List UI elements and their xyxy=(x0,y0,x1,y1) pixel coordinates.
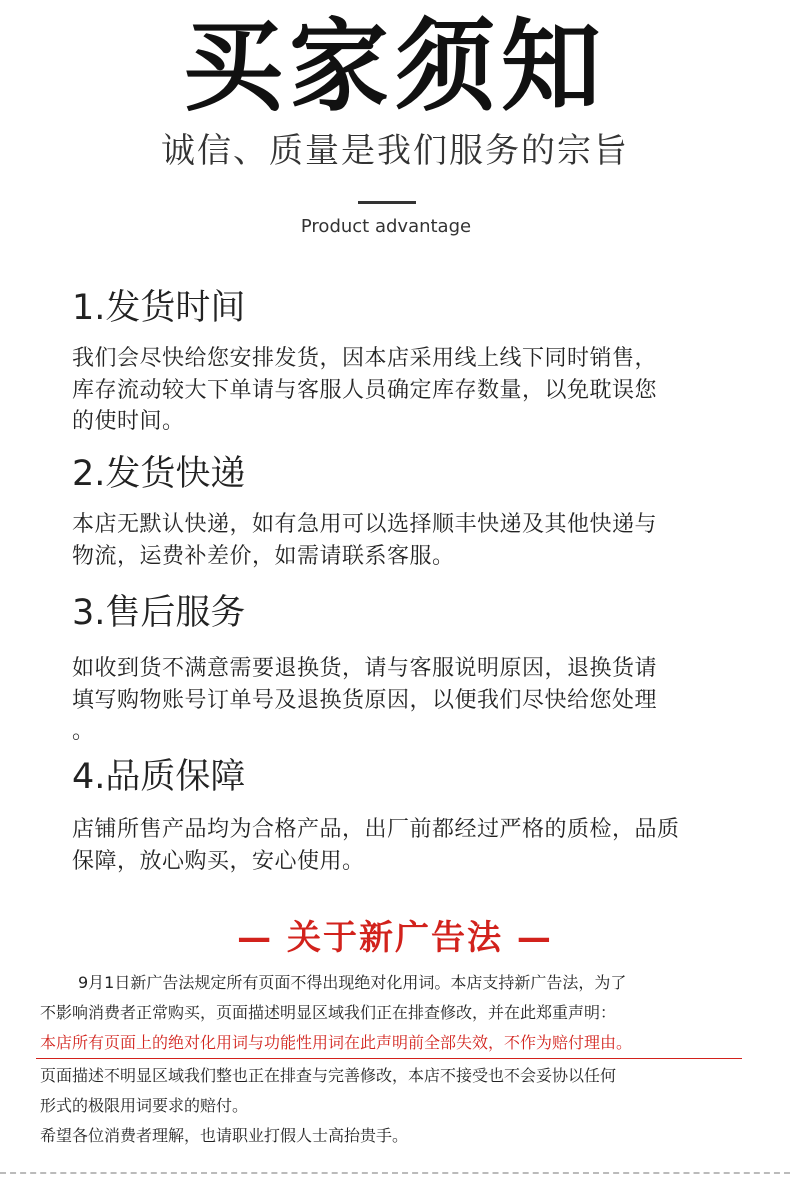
section-line: 的使时间。 xyxy=(72,409,185,434)
ad-law-line: 页面描述不明显区域我们整也正在排查与完善修改，本店不接受也不会妥协以任何 xyxy=(40,1066,617,1085)
title-divider xyxy=(358,201,416,204)
section-title-shipping-time: 1.发货时间 xyxy=(72,288,246,328)
section-body-quality xyxy=(72,814,732,877)
tagline: Product advantage xyxy=(300,216,472,237)
section-body-courier xyxy=(72,509,732,572)
disclaimer-underline xyxy=(36,1058,742,1059)
section-line: 填写购物账号订单号及退换货原因，以便我们尽快给您处理 xyxy=(72,687,658,713)
ad-law-disclaimer: 本店所有页面上的绝对化用词与功能性用词在此声明前全部失效，不作为赔付理由。 xyxy=(40,1033,633,1052)
section-line: 。 xyxy=(72,719,95,744)
section-line: 店铺所售产品均为合格产品，出厂前都经过严格的质检，品质 xyxy=(72,817,680,842)
ad-law-line: 希望各位消费者理解，也请职业打假人士高抬贵手。 xyxy=(40,1126,409,1145)
section-line: 物流，运费补差价，如需请联系客服。 xyxy=(72,543,455,569)
bottom-dashed-divider xyxy=(0,1172,790,1174)
section-title-quality: 4.品质保障 xyxy=(72,757,246,797)
section-line: 保障，放心购买，安心使用。 xyxy=(72,848,365,874)
section-line: 本店无默认快递，如有急用可以选择顺丰快递及其他快递与 xyxy=(72,512,658,537)
section-body-shipping-time xyxy=(72,343,732,438)
ad-law-line: 形式的极限用词要求的赔付。 xyxy=(40,1096,249,1115)
page-subtitle: 诚信、质量是我们服务的宗旨 xyxy=(161,131,629,171)
section-line: 如收到货不满意需要退换货，请与客服说明原因，退换货请 xyxy=(72,656,658,681)
section-title-courier: 2.发货快递 xyxy=(72,454,246,494)
section-body-after-sales xyxy=(72,653,732,748)
ad-law-line: 不影响消费者正常购买，页面描述明显区域我们正在排查修改，并在此郑重声明： xyxy=(40,1003,617,1022)
ad-law-line: 9月1日新广告法规定所有页面不得出现绝对化用词。本店支持新广告法，为了 xyxy=(78,973,627,992)
section-line: 我们会尽快给您安排发货，因本店采用线上线下同时销售， xyxy=(72,346,658,371)
page-title: 买家须知 xyxy=(183,8,607,125)
section-title-after-sales: 3.售后服务 xyxy=(72,593,246,633)
ad-law-title: — 关于新广告法 — xyxy=(237,918,553,958)
section-line: 库存流动较大下单请与客服人员确定库存数量，以免耽误您 xyxy=(72,377,658,403)
